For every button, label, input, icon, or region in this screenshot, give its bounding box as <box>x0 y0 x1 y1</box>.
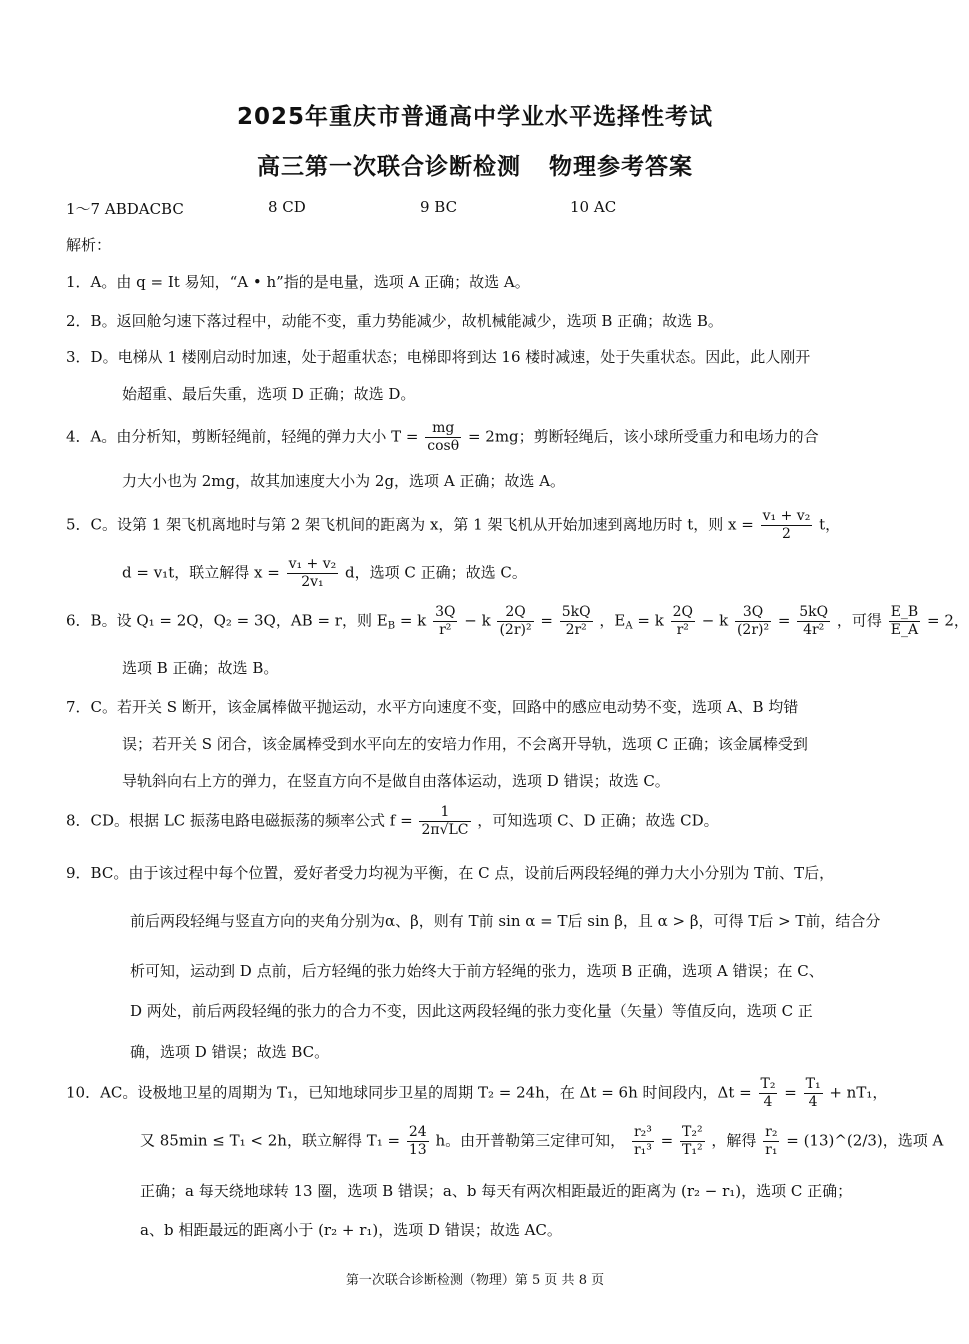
q10-line3: 正确；a 每天绕地球转 13 圈，选项 B 错误；a、b 每天有两次相距最近的距离为 (r₂ − r₁)，选项 C 正确； <box>140 1182 853 1200</box>
q5-fraction-2: $\frac{\text{v₁ + v₂}}{\text{2v₁}}$ <box>288 556 337 590</box>
q6-frac-6: $\frac{5kQ}{\text{4r²}}$ <box>799 604 829 638</box>
answer-10: 10 AC <box>570 198 617 216</box>
q5-fraction-1: $\frac{\text{v₁ + v₂}}{2}$ <box>762 508 811 542</box>
q4-pre: 4．A。由分析知，剪断轻绳前，轻绳的弹力大小 T = <box>66 427 419 446</box>
q3-line2: 始超重、最后失重，选项 D 正确；故选 D。 <box>122 385 416 403</box>
q10-line4: a、b 相距最远的距离小于 (r₂ + r₁)，选项 D 错误；故选 AC。 <box>140 1221 562 1239</box>
exam-title: 2025年重庆市普通高中学业水平选择性考试 <box>236 104 713 130</box>
q6-frac-4: $\frac{2Q}{\text{r²}}$ <box>672 604 693 638</box>
q6-frac-3: $\frac{5kQ}{\text{2r²}}$ <box>561 604 591 638</box>
q7-line3: 导轨斜向右上方的弹力，在竖直方向不是做自由落体运动，选项 D 错误；故选 C。 <box>122 772 670 790</box>
q8-pre: 8．CD。根据 LC 振荡电路电磁振荡的频率公式 f = <box>66 811 413 830</box>
q4-fraction: $\frac{mg}{\cos\theta}$ <box>427 420 460 454</box>
q10-frac-5: $\frac{\text{T₂²}}{\text{T₁²}}$ <box>682 1124 703 1158</box>
q10-l2-mid: h。由开普勒第三定律可知， <box>435 1131 626 1150</box>
q4-line1 <box>66 420 819 455</box>
subtitle-part-a: 高三第一次联合诊断检测 <box>257 154 521 180</box>
exam-subtitle <box>0 148 950 181</box>
q10-pre: 10．AC。设极地卫星的周期为 T₁，已知地球同步卫星的周期 T₂ = 24h，在 Δt = 6h 时间段内，Δt = <box>66 1083 752 1102</box>
q6-pre: 6．B。设 Q₁ = 2Q，Q₂ = 3Q，AB = r，则 E <box>66 611 388 630</box>
q9-line5: 确，选项 D 错误；故选 BC。 <box>130 1043 330 1061</box>
answer-9: 9 BC <box>420 198 458 216</box>
q5-line2-post: d，选项 C 正确；故选 C。 <box>345 563 527 582</box>
q6-eqk2: = k <box>637 611 664 630</box>
q10-frac-4: $\frac{\text{r₂³}}{\text{r₁³}}$ <box>633 1124 652 1158</box>
q6-mk2: − k <box>701 611 729 630</box>
q6-eq: = <box>540 611 553 630</box>
q10-frac-1: $\frac{\text{T₂}}{4}$ <box>760 1076 776 1110</box>
q10-eq: = <box>784 1083 797 1102</box>
q10-frac-6: $\frac{\text{r₂}}{\text{r₁}}$ <box>765 1124 778 1158</box>
q1-text: 1．A。由 q = It 易知，“A • h”指的是电量，选项 A 正确；故选 A。 <box>66 273 530 291</box>
q9-line4: D 两处，前后两段轻绳的张力的合力不变，因此这两段轻绳的张力变化量（矢量）等值反向，选项 C 正 <box>130 1002 813 1020</box>
q9-line2: 前后两段轻绳与竖直方向的夹角分别为α、β，则有 T前 sin α = T后 sin β，且 α > β，可得 T后 > T前，结合分 <box>130 912 881 930</box>
answer-1-7: 1～7 ABDACBC <box>66 200 184 218</box>
q5-line2 <box>122 556 527 591</box>
q10-frac-3: $\frac{24}{13}$ <box>408 1124 427 1158</box>
q9-line1: 9．BC。由于该过程中每个位置，爱好者受力均视为平衡，在 C 点，设前后两段轻绳的弹力大小分别为 T前、T后， <box>66 864 835 882</box>
q10-end1: + nT₁， <box>829 1083 888 1102</box>
q6-eqk: = k <box>399 611 427 630</box>
answer-8: 8 CD <box>268 198 306 216</box>
q10-l2-end: = (13)^(2/3)，选项 A <box>786 1131 944 1150</box>
q8-fraction: $\frac{1}{2\pi√LC}$ <box>421 804 469 838</box>
q6-mk: − k <box>464 611 491 630</box>
q6-frac-1: $\frac{3Q}{\text{r²}}$ <box>435 604 456 638</box>
q10-frac-2: $\frac{\text{T₁}}{4}$ <box>805 1076 821 1110</box>
subtitle-part-b: 物理参考答案 <box>549 154 693 180</box>
q6-frac-7: $\frac{E\_B}{E\_A}$ <box>890 604 919 638</box>
q6-line2: 选项 B 正确；故选 B。 <box>122 659 279 677</box>
q6-end: = 2， <box>927 611 969 630</box>
q6-frac-2: $\frac{2Q}{\text{(2r)²}}$ <box>499 604 532 638</box>
q4-post: = 2mg；剪断轻绳后，该小球所受重力和电场力的合 <box>467 427 819 446</box>
q6-kede: ，可得 <box>836 611 882 630</box>
q5-pre: 5．C。设第 1 架飞机离地时与第 2 架飞机间的距离为 x，第 1 架飞机从开始加速到离地历时 t，则 x = <box>66 515 754 534</box>
q6-frac-5: $\frac{3Q}{\text{(2r)²}}$ <box>736 604 770 638</box>
q10-eq2: = <box>660 1131 674 1150</box>
q7-line2: 误；若开关 S 闭合，该金属棒受到水平向左的安培力作用，不会离开导轨，选项 C 正确；该金属棒受到 <box>122 735 808 753</box>
q8-post: ，可知选项 C、D 正确；故选 CD。 <box>477 811 719 830</box>
q7-line1: 7．C。若开关 S 断开，该金属棒做平抛运动，水平方向速度不变，回路中的感应电动势不变，选项 A、B 均错 <box>66 698 799 716</box>
q10-line2 <box>140 1124 943 1159</box>
q5-line2-pre: d = v₁t，联立解得 x = <box>122 563 280 582</box>
page-footer: 第一次联合诊断检测（物理）第 5 页 共 8 页 <box>345 1273 605 1288</box>
q5-line1 <box>66 508 840 543</box>
q4-line2: 力大小也为 2mg，故其加速度大小为 2g，选项 A 正确；故选 A。 <box>122 472 566 490</box>
q6-eb-sub: B <box>387 620 396 632</box>
q10-l2-mid2: ，解得 <box>711 1131 757 1150</box>
q2-text: 2．B。返回舱匀速下落过程中，动能不变，重力势能减少，故机械能减少，选项 B 正确；故选 B。 <box>66 312 723 330</box>
q6-ea: ，E <box>599 611 626 630</box>
q6-line1 <box>66 604 969 639</box>
q5-post: t， <box>819 515 841 534</box>
q10-l2-pre: 又 85min ≤ T₁ < 2h，联立解得 T₁ = <box>140 1131 401 1150</box>
q10-line1 <box>66 1076 887 1111</box>
q6-eq2: = <box>777 611 791 630</box>
q9-line3: 析可知，运动到 D 点前，后方轻绳的张力始终大于前方轻绳的张力，选项 B 正确，选项 A 错误；在 C、 <box>130 962 824 980</box>
q3-line1: 3．D。电梯从 1 楼刚启动时加速，处于超重状态；电梯即将到达 16 楼时减速，处于失重状态。因此，此人刚开 <box>66 348 811 366</box>
q8-line <box>66 804 719 839</box>
q6-ea-sub: A <box>625 620 633 632</box>
analysis-label: 解析： <box>66 236 112 254</box>
